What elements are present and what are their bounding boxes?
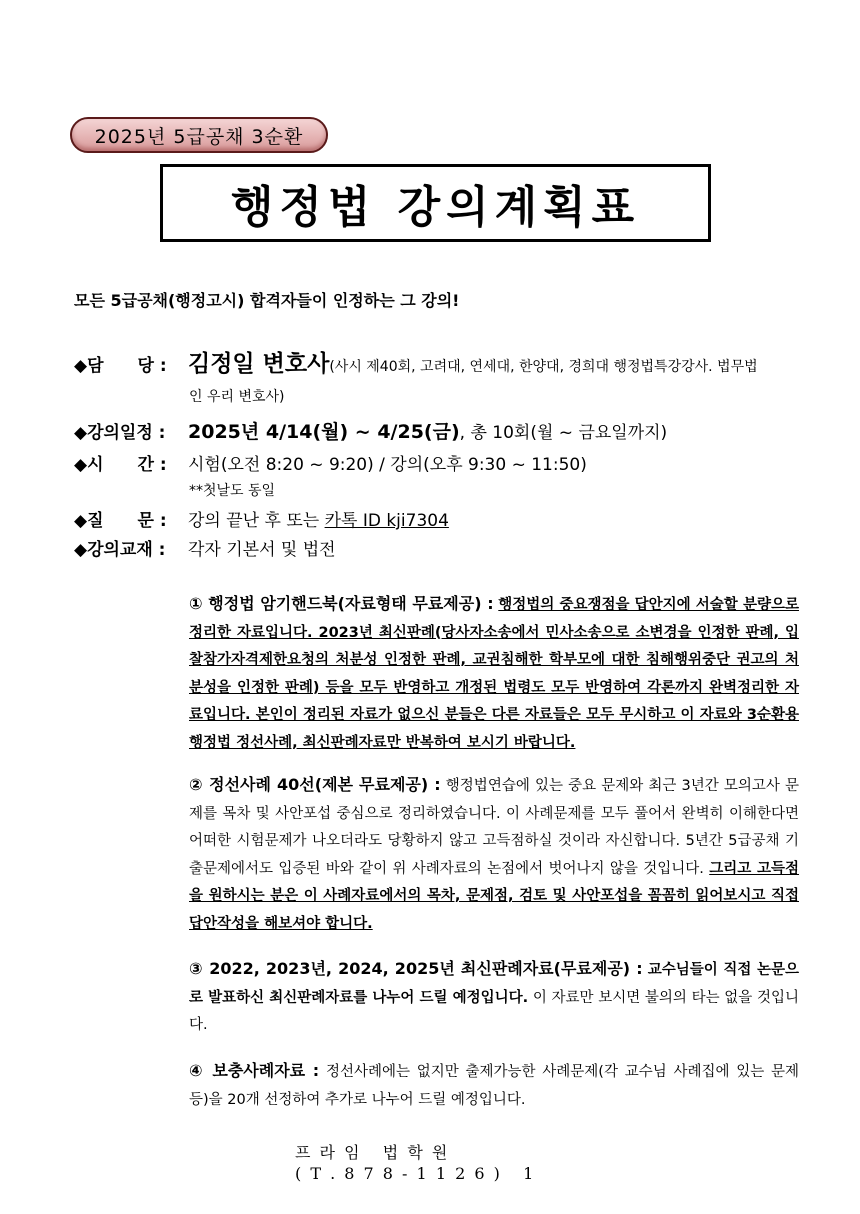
- item-cases-text: 행정법연습에 있는 중요 문제와 최근 3년간 모의고사 문제를 목차 및 사안포섭 중심으로 정리하였습니다. 이 사례문제를 모두 풀어서 완벽히 이해한다면 어떠한 시험문제가 나오더라도 당황하지 않고 고득점하실 것이라 자신합니다. 5년간 5급공채 기출문제에서도 입증된 바와 같이 위 사례자료의 논점에서 벗어나지 않을 것입니다.: [189, 778, 799, 877]
- instructor-detail: (사시 제40회, 고려대, 연세대, 한양대, 경희대 행정법특강강사. 법무법: [329, 359, 758, 375]
- item-precedents-head: ③ 2022, 2023년, 2024, 2025년 최신판례자료(무료제공) :: [189, 959, 643, 978]
- materials-label: ◆강의교재 :: [74, 540, 166, 560]
- item-supplement: [189, 1057, 799, 1114]
- course-badge: 2025년 5급공채 3순환: [70, 117, 328, 153]
- question-row: [74, 506, 449, 531]
- item-cases-head: ② 정선사례 40선(제본 무료제공) :: [189, 775, 441, 794]
- item-supplement-head: ④ 보충사례자료 :: [189, 1061, 320, 1080]
- schedule-label: ◆강의일정 :: [74, 423, 166, 443]
- item-handbook-head: ① 행정법 암기핸드북(자료형태 무료제공) :: [189, 594, 494, 613]
- page-title: 행정법 강의계획표: [160, 164, 711, 242]
- item-cases: [189, 771, 799, 938]
- item-precedents-bold: 교수님들이 직접 논문으로 발표하신 최신판례자료를 나누어 드릴 예정입니다.: [189, 962, 800, 1006]
- item-handbook-text: 행정법의 중요쟁점을 답안지에 서술할 분량으로 정리한 자료입니다. 2023년 최신판례(당사자소송에서 민사소송으로 소변경을 인정한 판례, 입찰참가자격제한요청의 처분성 인정한 판례, 교권침해한 학부모에 대한 침해행위중단 권고의 처분성을 인정한 판례) 등을 모두 반영하고 개정된 법령도 모두 반영하여 각론까지 완벽정리한 자료입니다. 본인이 정리된 자료가 없으신 분들은 다른 자료들은 모두 무시하고 이 자료와 3순환용 행정법 정선사례, 최신판례자료만 반복하여 보시기 바랍니다.: [189, 597, 799, 751]
- kakao-contact: 카톡 ID kji7304: [324, 511, 449, 531]
- item-precedents: [189, 955, 799, 1040]
- time-note: **첫날도 동일: [189, 483, 276, 499]
- schedule-dates: 2025년 4/14(월) ~ 4/25(금): [188, 421, 460, 443]
- academy-name: 프 라 임 법 학 원: [295, 1143, 450, 1162]
- page-number: 1: [523, 1164, 536, 1183]
- materials-row: [74, 535, 336, 560]
- time-label: ◆시 간 :: [74, 455, 167, 475]
- academy-phone: ( T . 8 7 8 - 1 1 2 6 ): [295, 1164, 502, 1183]
- time-value: 시험(오전 8:20 ~ 9:20) / 강의(오후 9:30 ~ 11:50): [188, 455, 587, 475]
- materials-value: 각자 기본서 및 법전: [188, 540, 336, 560]
- item-cases-highlight: 그리고 고득점을 원하시는 분은 이 사례자료에서의 목차, 문제점, 검토 및 사안포섭을 꼼꼼히 읽어보시고 직접 답안작성을 해보셔야 합니다.: [189, 860, 800, 932]
- item-supplement-text: 정선사례에는 없지만 출제가능한 사례문제(각 교수님 사례집에 있는 문제 등)을 20개 선정하여 추가로 나누어 드릴 예정입니다.: [189, 1064, 800, 1108]
- intro-text: 모든 5급공채(행정고시) 합격자들이 인정하는 그 강의!: [74, 291, 460, 310]
- instructor-detail-cont: 인 우리 변호사): [189, 389, 285, 405]
- schedule-count: , 총 10회(월 ~ 금요일까지): [459, 423, 668, 443]
- item-precedents-text: 이 자료만 보시면 불의의 타는 없을 것입니다.: [189, 989, 799, 1033]
- instructor-row: [74, 345, 758, 378]
- instructor-name: 김정일 변호사: [188, 351, 330, 377]
- question-prefix: 강의 끝난 후 또는: [188, 511, 325, 531]
- time-row: [74, 450, 587, 475]
- footer-phone-row: [295, 1164, 535, 1183]
- item-handbook: [189, 590, 799, 757]
- question-label: ◆질 문 :: [74, 511, 167, 531]
- instructor-label: ◆담 당 :: [74, 356, 167, 376]
- schedule-row: [74, 417, 667, 444]
